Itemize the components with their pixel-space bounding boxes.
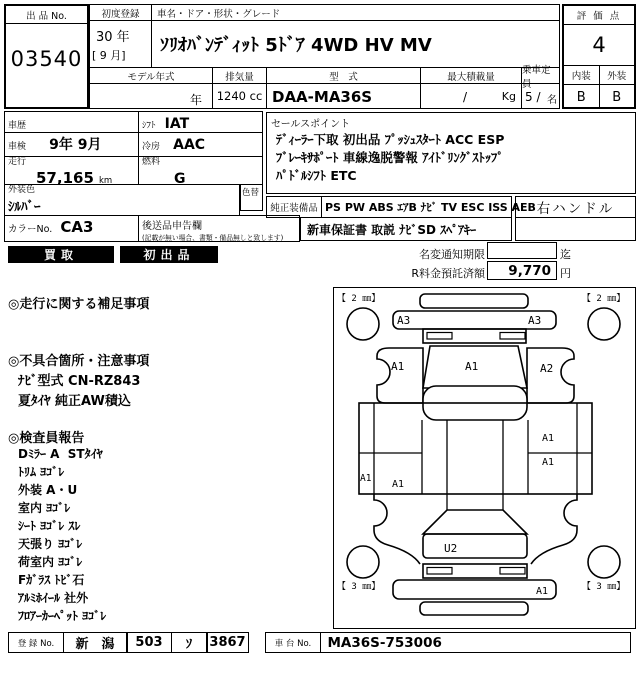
max-load-unit: Kg bbox=[501, 90, 516, 103]
score-value: 4 bbox=[564, 25, 634, 66]
name-change-label: 名変通知期限 bbox=[419, 248, 485, 261]
name-change-suffix: 迄 bbox=[560, 248, 571, 261]
inspector-line: Dﾐﾗｰ A STﾀｲﾔ bbox=[18, 447, 103, 461]
recycle-fee-label: R料金預託済額 bbox=[411, 267, 485, 280]
equipment-row2: 新車保証書 取説 ﾅﾋﾞSD ｽﾍﾟｱｷｰ bbox=[300, 217, 512, 241]
color-change-box: 色替 bbox=[240, 184, 263, 211]
mark-hood: A1 bbox=[465, 360, 479, 373]
score-label: 評 価 点 bbox=[564, 6, 634, 25]
first-reg-cell bbox=[89, 20, 152, 68]
inspection-cell bbox=[4, 132, 139, 157]
taillight-left bbox=[427, 568, 452, 575]
color-cell bbox=[4, 184, 240, 216]
inspector-title: ◎検査員報告 bbox=[8, 431, 85, 446]
ac-cell bbox=[138, 132, 263, 157]
rear-panel bbox=[423, 564, 527, 578]
inspector-line: ｼｰﾄ ﾖｺﾞﾚ ｽﾚ bbox=[18, 519, 81, 533]
tread-rear-right-label: 【 3 ㎜】 bbox=[582, 582, 626, 592]
name-change-box bbox=[487, 242, 557, 259]
steering-box: 右ハンドル bbox=[515, 196, 636, 218]
taillight-right bbox=[500, 568, 525, 575]
inspector-line: 天張り ﾖｺﾞﾚ bbox=[18, 537, 83, 551]
inspector-line: 荷室内 ﾖｺﾞﾚ bbox=[18, 555, 83, 569]
rear-right-tire bbox=[588, 546, 620, 578]
displacement-value: 1240 cc bbox=[212, 83, 267, 109]
model-year-value: 年 bbox=[89, 83, 213, 109]
color-label: 外装色 bbox=[8, 185, 36, 195]
later-items-label: 後送品申告欄 bbox=[142, 221, 202, 232]
defect-title: ◎不具合箇所・注意事項 bbox=[8, 354, 150, 369]
inspector-line: ｱﾙﾐﾎｲｰﾙ 社外 bbox=[18, 591, 89, 605]
score-box bbox=[562, 4, 636, 109]
front-panel bbox=[423, 329, 526, 343]
reg-number: 3867 bbox=[206, 632, 249, 653]
inspector-line: 室内 ﾖｺﾞﾚ bbox=[18, 501, 71, 515]
car-name: ｿﾘｵﾊﾞﾝﾃﾞｨｯﾄ 5ﾄﾞｱ 4WD HV MV bbox=[151, 20, 560, 68]
right-front-fender bbox=[527, 348, 574, 403]
mark-right-door-upper: A1 bbox=[542, 433, 555, 444]
left-rear-quarter bbox=[374, 494, 420, 564]
badge-purchase: 買取 bbox=[8, 246, 114, 263]
sales-point-box bbox=[266, 112, 636, 194]
mark-right-door-lower: A1 bbox=[542, 457, 555, 468]
ac-value: AAC bbox=[173, 137, 206, 153]
car-diagram bbox=[334, 288, 634, 627]
mileage-note-title: ◎走行に関する補足事項 bbox=[8, 297, 150, 312]
mileage-unit: km bbox=[98, 175, 113, 186]
color-no-label: カラーNo. bbox=[8, 224, 53, 235]
sales-point-line: ﾊﾟﾄﾞﾙｼﾌﾄ ETC bbox=[276, 168, 357, 183]
rear-window bbox=[423, 510, 527, 534]
right-rear-quarter bbox=[531, 494, 577, 564]
tread-front-left-label: 【 2 ㎜】 bbox=[337, 294, 381, 304]
badge-first-listing: 初出品 bbox=[120, 246, 218, 263]
exterior-label: 外装 bbox=[607, 71, 627, 82]
color-value: ｼﾙﾊﾞｰ bbox=[8, 199, 41, 215]
equipment-label: 純正装備品 bbox=[266, 196, 322, 218]
rear-gate bbox=[423, 534, 527, 558]
mark-front-bumper-left: A3 bbox=[397, 314, 411, 327]
model-year-header: モデル年式 bbox=[89, 67, 213, 84]
defect-line: 夏ﾀｲﾔ 純正AW積込 bbox=[18, 394, 131, 409]
shift-label: ｼﾌﾄ bbox=[142, 121, 156, 131]
later-items-box bbox=[138, 215, 300, 242]
interior-grade: B bbox=[564, 85, 600, 109]
steering-box-empty bbox=[515, 217, 636, 241]
mark-right-fender: A2 bbox=[540, 362, 554, 375]
rear-left-tire bbox=[347, 546, 379, 578]
front-bumper-top bbox=[420, 294, 528, 308]
max-load-cell bbox=[420, 83, 522, 109]
exterior-grade: B bbox=[612, 89, 622, 105]
shift-cell bbox=[138, 111, 263, 133]
inspector-line: Fｶﾞﾗｽ ﾄﾋﾞ石 bbox=[18, 573, 85, 587]
mark-left-fender: A1 bbox=[391, 360, 405, 373]
mark-rear-bumper: A1 bbox=[536, 586, 549, 597]
mark-front-bumper-right: A3 bbox=[528, 314, 542, 327]
capacity-cell bbox=[521, 83, 560, 109]
model-code-value: DAA-MA36S bbox=[266, 83, 421, 109]
equipment-row1: PS PW ABS ｴｱB ﾅﾋﾞ TV ESC ISS AEB bbox=[321, 196, 512, 218]
later-items-note: (記載が無い場合、書類・備品無しと致します) bbox=[142, 234, 284, 242]
inspection-label: 車検 bbox=[8, 142, 27, 152]
interior-label: 内装 bbox=[564, 66, 600, 84]
inspector-line: 外装 A・U bbox=[18, 483, 78, 497]
first-reg-month: [ 9 月] bbox=[92, 49, 126, 62]
color-no-value: CA3 bbox=[60, 218, 94, 236]
mark-left-sill: A1 bbox=[360, 473, 372, 484]
headlight-left bbox=[427, 333, 452, 340]
capacity-value: 5 / bbox=[525, 90, 541, 104]
damage-diagram-box bbox=[333, 287, 636, 629]
reg-area: 新 潟 bbox=[63, 632, 128, 653]
car-name-header: 車名・ドア・形状・グレード bbox=[151, 4, 560, 21]
lot-number: 03540 bbox=[10, 47, 83, 71]
tread-front-right-label: 【 2 ㎜】 bbox=[582, 294, 626, 304]
max-load-value: / bbox=[463, 90, 468, 104]
reg-class: 503 bbox=[126, 632, 172, 653]
sales-point-line: ﾃﾞｨｰﾗｰ下取 初出品 ﾌﾟｯｼｭｽﾀｰﾄ ACC ESP bbox=[276, 132, 505, 147]
recycle-fee-unit: 円 bbox=[560, 267, 571, 280]
fuel-cell bbox=[138, 156, 263, 185]
lot-box bbox=[4, 4, 89, 109]
rear-bumper bbox=[393, 580, 556, 599]
front-left-tire bbox=[347, 308, 379, 340]
color-no-cell bbox=[4, 215, 139, 242]
recycle-fee-box: 9,770 bbox=[487, 261, 557, 280]
chassis-no-value: MA36S-753006 bbox=[320, 632, 631, 653]
sales-point-label: セールスポイント bbox=[271, 119, 351, 130]
mileage-label: 走行 bbox=[8, 157, 27, 167]
inspector-line: ﾌﾛｱｰｶｰﾍﾟｯﾄ ﾖｺﾞﾚ bbox=[18, 609, 107, 623]
ac-label: 冷房 bbox=[142, 142, 161, 152]
capacity-unit: 名 bbox=[547, 95, 557, 106]
mark-left-door-lower: A1 bbox=[392, 479, 405, 490]
rear-bumper-bottom bbox=[420, 602, 528, 615]
displacement-header: 排気量 bbox=[212, 67, 267, 84]
history-label: 車歴 bbox=[8, 121, 27, 131]
first-reg-year: 30 年 bbox=[96, 30, 130, 45]
left-front-fender bbox=[377, 348, 423, 403]
sales-point-line: ﾌﾞﾚｰｷｻﾎﾟｰﾄ 車線逸脱警報 ｱｲﾄﾞﾘﾝｸﾞｽﾄｯﾌﾟ bbox=[276, 150, 504, 165]
fuel-label: 燃料 bbox=[142, 157, 161, 167]
chassis-no-label: 車 台 No. bbox=[265, 632, 321, 653]
mark-rear-gate: U2 bbox=[444, 542, 458, 555]
reg-no-label: 登 録 No. bbox=[8, 632, 64, 653]
defect-line: ﾅﾋﾞ型式 CN-RZ843 bbox=[18, 374, 141, 389]
inspection-value: 9年 9月 bbox=[49, 137, 102, 153]
history-cell bbox=[4, 111, 139, 133]
reg-kana: ｿ bbox=[171, 632, 208, 653]
tread-rear-left-label: 【 3 ㎜】 bbox=[337, 582, 381, 592]
mileage-cell bbox=[4, 156, 139, 185]
capacity-header: 乗車定員 bbox=[521, 67, 560, 84]
shift-value: IAT bbox=[164, 116, 190, 132]
first-reg-header: 初度登録 bbox=[89, 4, 152, 21]
front-right-tire bbox=[588, 308, 620, 340]
lot-label: 出 品 No. bbox=[6, 6, 87, 24]
inspector-line: ﾄﾘﾑ ﾖｺﾞﾚ bbox=[18, 465, 65, 479]
model-code-header: 型 式 bbox=[266, 67, 421, 84]
fuel-value: G bbox=[174, 170, 186, 187]
headlight-right bbox=[500, 333, 525, 340]
mileage-value: 57,165 bbox=[36, 168, 94, 187]
max-load-header: 最大積載量 bbox=[420, 67, 522, 84]
